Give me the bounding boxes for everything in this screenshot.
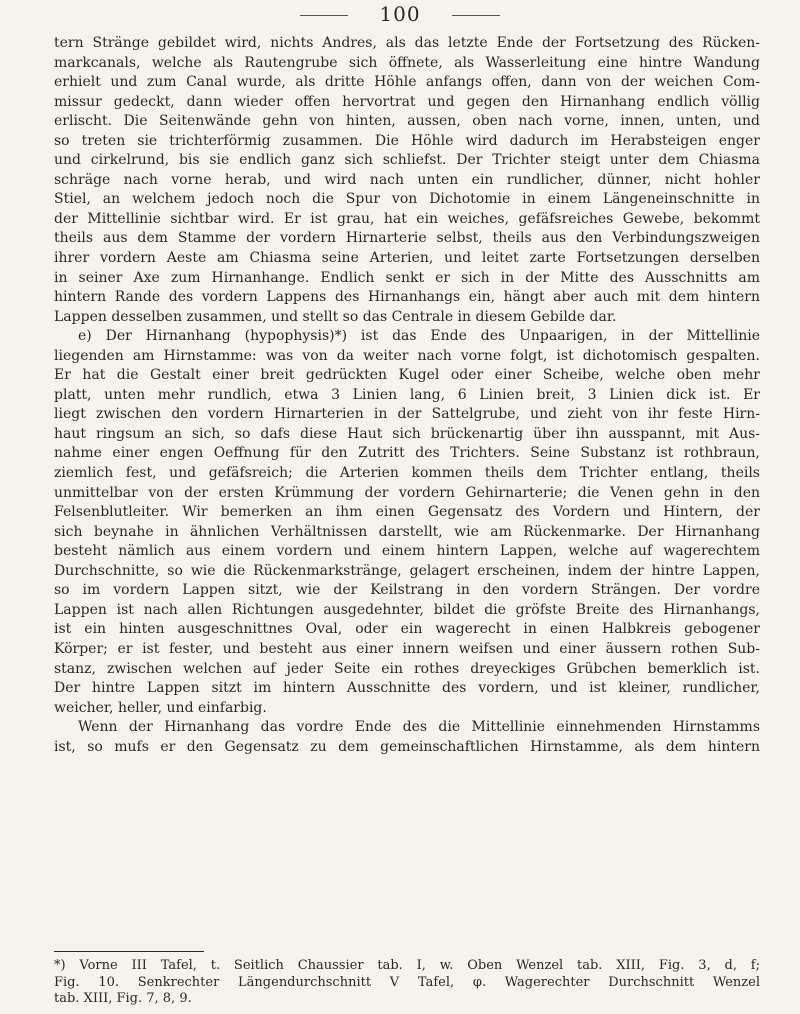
page-header [0, 2, 800, 32]
text-line: liegenden am Hirnstamme: was von da weiter nach vorne folgt, ist dichotomisch gespalten. [54, 347, 760, 364]
footnote-line: Fig. 10. Senkrechter Längendurchschnitt V Tafel, φ. Wagerechter Durchschnitt Wenzel [54, 974, 760, 990]
text-line: Wenn der Hirnanhang das vordre Ende des die Mittellinie einnehmenden Hirnstamms [78, 719, 760, 736]
text-line: so im vordern Lappen sitzt, wie der Keilstrang in den vordern Strängen. Der vordre [54, 582, 760, 599]
text-line: Lappen desselben zusammen, und stellt so das Centrale in diesem Gebilde dar. [54, 308, 617, 325]
text-line: ist, so mufs er den Gegensatz zu dem gemeinschaftlichen Hirnstamme, als dem hintern [54, 738, 760, 755]
text-line: sich beynahe in ähnlichen Verhältnissen darstellt, wie am Rückenmarke. Der Hirnanhang [54, 523, 760, 540]
text-line: erlischt. Die Seitenwände gehn von hinten, aussen, oben nach vorne, innen, unten, und [54, 113, 760, 130]
text-line: ihrer vordern Aeste am Chiasma seine Arterien, und leitet zarte Fortsetzungen derselben [54, 250, 760, 267]
text-line: und cirkelrund, bis sie endlich ganz sich schliefst. Der Trichter steigt unter dem Chiasma [54, 152, 760, 169]
text-line: erhielt und zum Canal wurde, als dritte Höhle anfangs offen, dann von der weichen Com- [54, 74, 760, 91]
text-line: besteht nämlich aus einem vordern und einem hintern Lappen, welche auf wagerechtem [54, 543, 760, 560]
body-text [54, 34, 760, 757]
header-rule-right [452, 15, 500, 16]
text-line: Felsenblutleiter. Wir bemerken an ihm einen Gegensatz des Vordern und Hintern, der [54, 504, 760, 521]
text-line: weicher, heller, und einfarbig. [54, 699, 267, 716]
text-line: ist ein hinten ausgeschnittnes Oval, oder ein wagerecht in einen Halbkreis gebogener [54, 621, 760, 638]
text-line: nahme einer engen Oeffnung für den Zutritt des Trichters. Seine Substanz ist rothbraun, [54, 445, 760, 462]
footnotes [54, 958, 760, 1008]
text-line: markcanals, welche als Rautengrube sich öffnete, als Wasserleitung eine hintre Wandung [54, 54, 760, 71]
text-line: Durchschnitte, so wie die Rückenmarkstränge, gelagert erscheinen, indem der hintre Lappen, [54, 562, 760, 579]
text-line: in seiner Axe zum Hirnanhange. Endlich senkt er sich in der Mitte des Ausschnitts am [54, 269, 760, 286]
footnote-line: *) Vorne III Tafel, t. Seitlich Chaussier tab. I, w. Oben Wenzel tab. XIII, Fig. 3, d, f; [54, 958, 760, 973]
text-line: Der hintre Lappen sitzt im hintern Ausschnitte des vordern, und ist kleiner, rundlicher, [54, 680, 760, 697]
text-line: e) Der Hirnanhang (hypophysis)*) ist das Ende des Unpaarigen, in der Mittellinie [78, 328, 760, 345]
text-line: haut ringsum an sich, so dafs diese Haut sich brückenartig über ihn ausspannt, mit Aus- [54, 425, 760, 442]
text-line: tern Stränge gebildet wird, nichts Andres, als das letzte Ende der Fortsetzung des Rücken- [54, 35, 760, 51]
text-line: liegt zwischen den vordern Hirnarterien in der Sattelgrube, und zieht von ihr feste Hirn- [54, 406, 760, 423]
text-line: ziemlich fest, und gefäfsreich; die Arterien kommen theils dem Trichter entlang, theils [54, 465, 760, 482]
text-line: stanz, zwischen welchen auf jeder Seite ein rothes dreyeckiges Grübchen bemerklich ist. [54, 660, 760, 677]
text-line: hintern Rande des vordern Lappens des Hirnanhangs ein, hängt aber auch mit dem hintern [54, 289, 760, 306]
page-number: 100 [379, 2, 421, 26]
text-line: missur gedeckt, dann wieder offen hervortrat und gegen den Hirnanhang endlich völlig [54, 93, 760, 110]
text-line: Er hat die Gestalt einer breit gedrückten Kugel oder einer Scheibe, welche oben mehr [54, 367, 760, 384]
text-line: so treten sie trichterförmig zusammen. Die Höhle wird dadurch im Herabsteigen enger [54, 132, 760, 149]
text-line: schräge nach vorne herab, und wird nach unten ein rundlicher, dünner, nicht hohler [54, 171, 760, 188]
text-line: unmittelbar von der ersten Krümmung der vordern Gehirnarterie; die Venen gehn in den [54, 484, 760, 501]
text-line: Körper; er ist fester, und besteht aus einer innern weifsen und einer äussern rothen Sub- [54, 640, 760, 657]
text-line: der Mittellinie sichtbar wird. Er ist grau, hat ein weiches, gefäfsreiches Gewebe, bekommt [54, 210, 760, 227]
text-line: Stiel, an welchem jedoch noch die Spur von Dichotomie in einem Längeneinschnitte in [54, 191, 760, 208]
text-line: theils aus dem Stamme der vordern Hirnarterie selbst, theils aus den Verbindungszweigen [54, 230, 760, 247]
footnote-line: tab. XIII, Fig. 7, 8, 9. [54, 991, 192, 1006]
text-line: Lappen ist nach allen Richtungen ausgedehnter, bildet die gröfste Breite des Hirnanhangs, [54, 601, 760, 618]
text-line: platt, unten mehr rundlich, etwa 3 Linien lang, 6 Linien breit, 3 Linien dick ist. Er [54, 386, 760, 403]
header-rule-left [300, 15, 348, 16]
footnote-rule [54, 951, 204, 952]
